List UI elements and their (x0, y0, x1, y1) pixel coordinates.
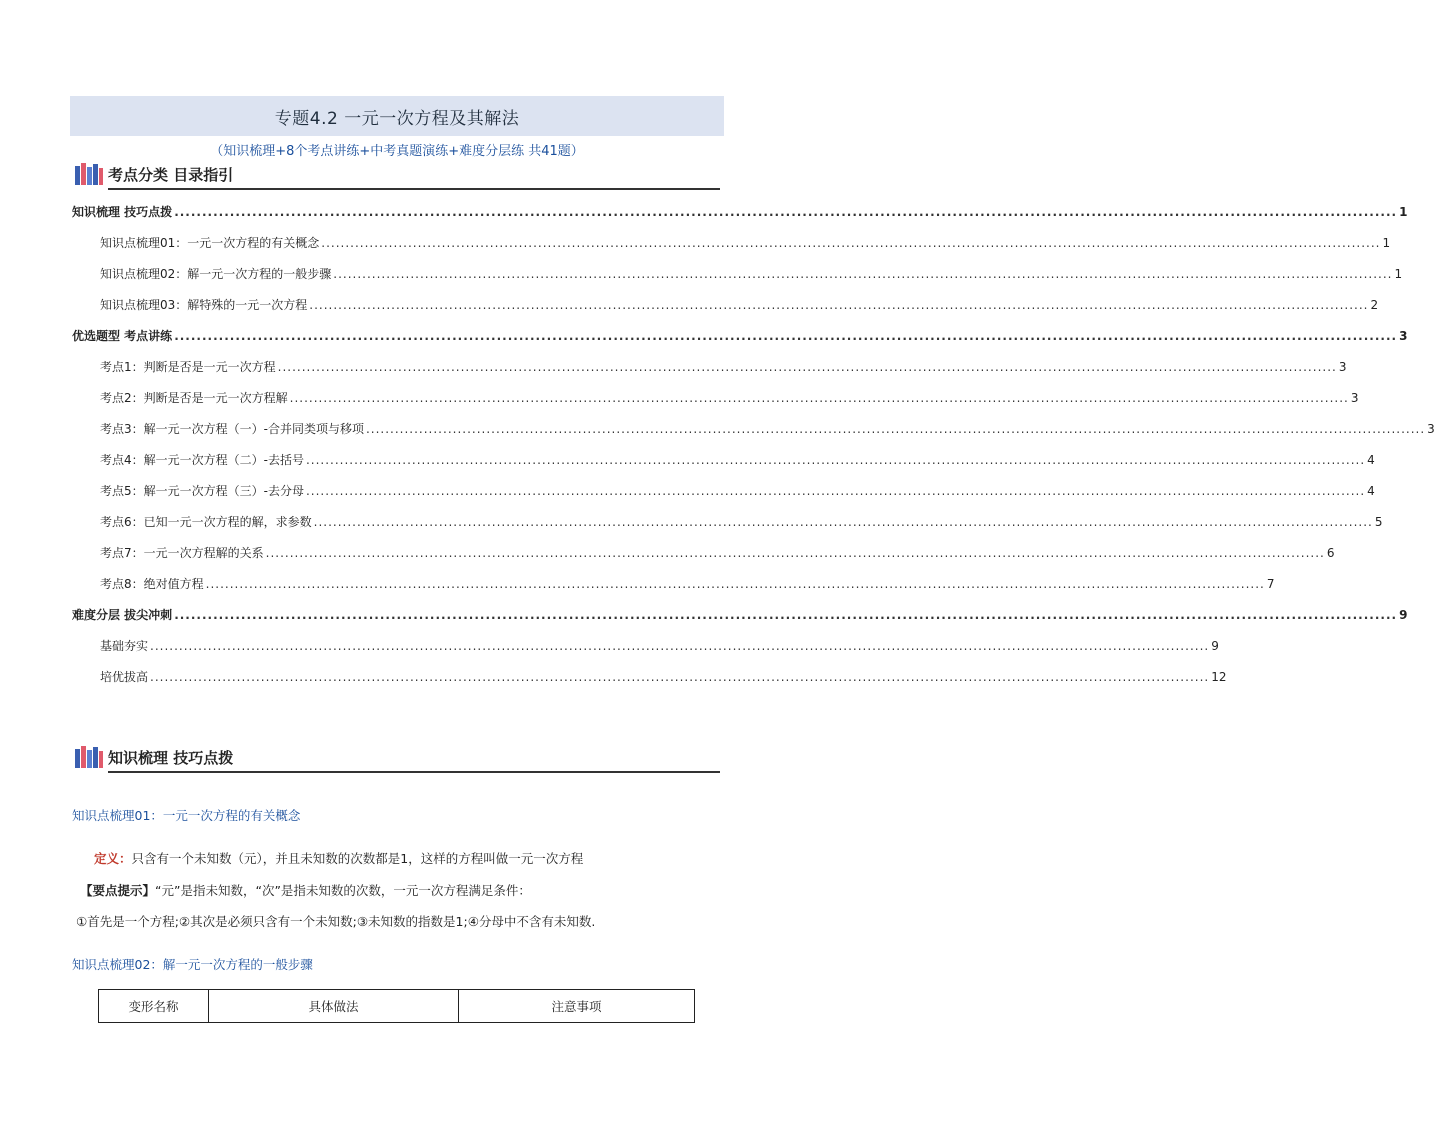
toc-leader-dots: ............................................................................................................................................................................................................................ (174, 329, 1398, 343)
books-icon (74, 745, 104, 769)
toc-entry-page: 7 (1266, 577, 1275, 591)
toc-entry[interactable] (72, 420, 1435, 451)
kp1-title: 知识点梳理01：一元一次方程的有关概念 (72, 808, 301, 823)
toc-leader-dots: ............................................................................................................................................................................................................................ (333, 267, 1393, 281)
definition-text: 只含有一个未知数（元），并且未知数的次数都是1，这样的方程叫做一元一次方程 (131, 851, 584, 866)
toc-leader-dots: ............................................................................................................................................................................................................................ (150, 639, 1210, 653)
toc-entry[interactable] (72, 544, 1335, 575)
toc-heading: 考点分类 目录指引 (108, 166, 234, 184)
toc-entry-title: 考点1：判断是否是一元一次方程 (100, 360, 276, 374)
books-icon (74, 162, 104, 186)
toc-entry-title: 难度分层 拔尖冲刺 (72, 608, 173, 622)
conditions-line: ①首先是一个方程;②其次是必须只含有一个未知数;③未知数的指数是1;④分母中不含有未知数. (76, 914, 596, 929)
toc-entry-title: 知识点梳理02：解一元一次方程的一般步骤 (100, 267, 332, 281)
toc-entry-page: 9 (1211, 639, 1219, 653)
toc-leader-dots: ............................................................................................................................................................................................................................ (277, 360, 1337, 374)
toc-leader-dots: ............................................................................................................................................................................................................................ (289, 391, 1349, 405)
toc-entry-page: 3 (1350, 391, 1359, 405)
toc-entry[interactable] (72, 482, 1375, 513)
toc-entry-page: 12 (1211, 670, 1227, 684)
toc-entry-page: 9 (1399, 608, 1408, 622)
toc-entry-title: 知识梳理 技巧点拨 (72, 205, 173, 219)
toc-entry[interactable] (72, 389, 1359, 420)
tip-line (80, 881, 531, 899)
toc-entry-title: 优选题型 考点讲练 (72, 329, 173, 343)
document-subtitle: （知识梳理+8个考点讲练+中考真题演练+难度分层练 共41题） (210, 144, 584, 159)
toc-entry-page: 2 (1370, 298, 1379, 312)
toc-entry-title: 考点7：一元一次方程解的关系 (100, 546, 264, 560)
toc-entry-page: 3 (1427, 422, 1435, 436)
heading-rule (108, 188, 720, 190)
toc-leader-dots: ............................................................................................................................................................................................................................ (150, 670, 1210, 684)
definition-line (94, 849, 583, 867)
document-title-band (70, 96, 724, 136)
toc-entry-page: 3 (1399, 329, 1408, 343)
toc-entry[interactable] (72, 327, 1408, 358)
toc-entry-title: 知识点梳理01：一元一次方程的有关概念 (100, 236, 320, 250)
toc-entry[interactable] (72, 606, 1408, 637)
knowledge-section-header (74, 745, 720, 771)
toc-section-header (74, 162, 720, 188)
toc-entry-title: 考点5：解一元一次方程（三）-去分母 (100, 484, 304, 498)
toc-leader-dots: ............................................................................................................................................................................................................................ (305, 484, 1366, 498)
heading-rule (108, 771, 720, 773)
toc-leader-dots: ............................................................................................................................................................................................................................ (313, 515, 1373, 529)
toc-entry-title: 考点8：绝对值方程 (100, 577, 204, 591)
toc-leader-dots: ............................................................................................................................................................................................................................ (265, 546, 1325, 560)
toc-entry[interactable] (72, 513, 1383, 544)
toc-entry-title: 培优拔高 (100, 670, 149, 684)
toc-entry[interactable] (72, 637, 1219, 668)
toc-entry[interactable] (72, 451, 1375, 482)
toc-entry[interactable] (72, 203, 1408, 234)
toc-entry-page: 3 (1338, 360, 1347, 374)
toc-leader-dots: ............................................................................................................................................................................................................................ (321, 236, 1381, 250)
tip-text: “元”是指未知数，“次”是指未知数的次数，一元一次方程满足条件： (155, 883, 531, 898)
toc-entry-title: 基础夯实 (100, 639, 149, 653)
tip-label: 【要点提示】 (80, 883, 156, 898)
toc-leader-dots: ............................................................................................................................................................................................................................ (205, 577, 1265, 591)
steps-table (98, 989, 695, 1023)
toc-entry-title: 知识点梳理03：解特殊的一元一次方程 (100, 298, 308, 312)
table-header-cell: 注意事项 (459, 990, 695, 1023)
toc-entry-page: 1 (1394, 267, 1403, 281)
toc-leader-dots: ............................................................................................................................................................................................................................ (305, 453, 1366, 467)
toc-leader-dots: ............................................................................................................................................................................................................................ (174, 608, 1398, 622)
table-of-contents (72, 203, 1435, 699)
toc-entry[interactable] (72, 265, 1403, 296)
table-header-cell: 具体做法 (209, 990, 459, 1023)
toc-entry-page: 1 (1399, 205, 1408, 219)
document-title: 专题4.2 一元一次方程及其解法 (274, 108, 520, 129)
toc-entry-page: 6 (1326, 546, 1335, 560)
toc-entry[interactable] (72, 575, 1275, 606)
toc-entry[interactable] (72, 668, 1227, 699)
toc-entry-page: 4 (1367, 453, 1375, 467)
kp2-title: 知识点梳理02：解一元一次方程的一般步骤 (72, 957, 313, 972)
toc-leader-dots: ............................................................................................................................................................................................................................ (174, 205, 1398, 219)
toc-leader-dots: ............................................................................................................................................................................................................................ (365, 422, 1426, 436)
toc-entry-title: 考点6：已知一元一次方程的解，求参数 (100, 515, 312, 529)
toc-entry-title: 考点2：判断是否是一元一次方程解 (100, 391, 288, 405)
toc-leader-dots: ............................................................................................................................................................................................................................ (309, 298, 1369, 312)
toc-entry-page: 4 (1367, 484, 1375, 498)
table-header-cell: 变形名称 (99, 990, 209, 1023)
toc-entry-title: 考点3：解一元一次方程（一）-合并同类项与移项 (100, 422, 364, 436)
toc-entry[interactable] (72, 234, 1391, 265)
toc-entry-page: 5 (1374, 515, 1383, 529)
toc-entry[interactable] (72, 358, 1347, 389)
definition-label: 定义： (94, 851, 132, 866)
toc-entry-title: 考点4：解一元一次方程（二）-去括号 (100, 453, 304, 467)
toc-entry[interactable] (72, 296, 1379, 327)
toc-entry-page: 1 (1382, 236, 1391, 250)
knowledge-heading: 知识梳理 技巧点拨 (108, 749, 234, 767)
table-header-row (99, 990, 695, 1023)
